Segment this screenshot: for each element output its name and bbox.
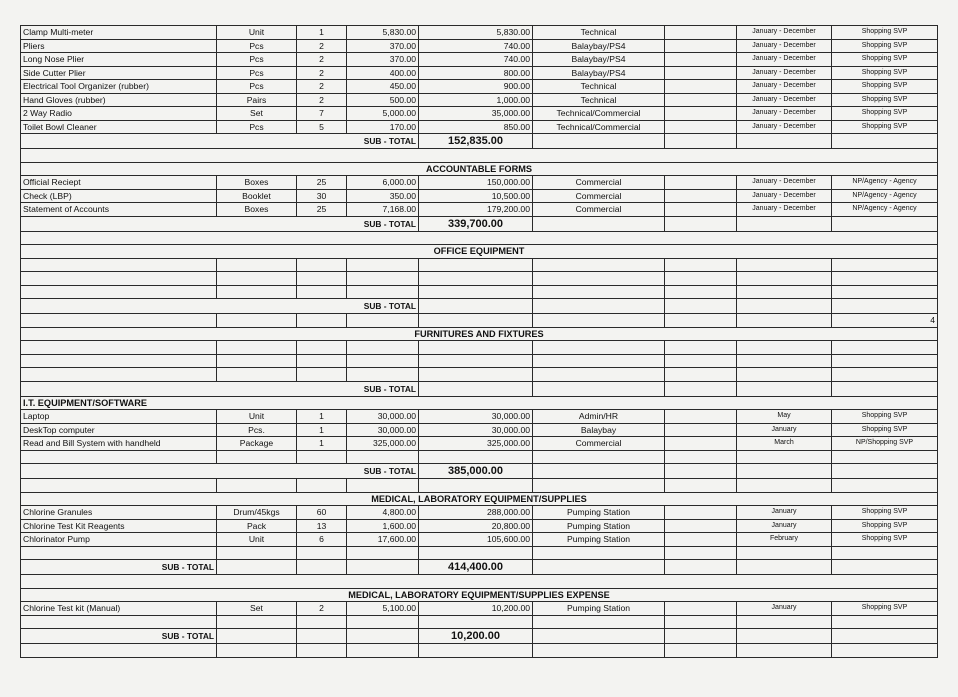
blank-cell (665, 203, 737, 217)
blank-row (21, 285, 938, 299)
blank-row (21, 368, 938, 382)
item-end-user: Technical (533, 93, 665, 107)
item-qty: 2 (297, 53, 347, 67)
item-unit: Unit (217, 410, 297, 424)
table-row (21, 506, 938, 520)
item-unit: Pcs (217, 120, 297, 134)
item-unit-cost: 5,000.00 (347, 107, 419, 121)
item-schedule: January - December (737, 80, 832, 94)
item-unit-cost: 5,100.00 (347, 602, 419, 616)
item-schedule: May (737, 410, 832, 424)
item-name: Side Cutter Plier (21, 66, 217, 80)
item-procurement-mode: NP/Agency - Agency (832, 176, 938, 190)
blank-row (21, 644, 938, 658)
section-header-row (21, 588, 938, 602)
item-total-cost: 30,000.00 (419, 410, 533, 424)
blank-cell (665, 437, 737, 451)
item-name: Toilet Bowl Cleaner (21, 120, 217, 134)
item-unit-cost: 370.00 (347, 39, 419, 53)
blank-row (21, 314, 938, 328)
item-total-cost: 5,830.00 (419, 26, 533, 40)
subtotal-row (21, 381, 938, 396)
blank-cell (665, 176, 737, 190)
item-procurement-mode: Shopping SVP (832, 533, 938, 547)
item-qty: 2 (297, 602, 347, 616)
subtotal-label: SUB - TOTAL (21, 560, 217, 575)
item-schedule: January - December (737, 26, 832, 40)
item-end-user: Technical/Commercial (533, 120, 665, 134)
item-total-cost: 850.00 (419, 120, 533, 134)
item-unit: Set (217, 107, 297, 121)
section-header-row (21, 492, 938, 506)
item-unit: Booklet (217, 189, 297, 203)
item-schedule: January - December (737, 203, 832, 217)
blank-cell (665, 602, 737, 616)
item-total-cost: 740.00 (419, 39, 533, 53)
item-total-cost: 30,000.00 (419, 423, 533, 437)
blank-cell (665, 120, 737, 134)
item-name: Hand Gloves (rubber) (21, 93, 217, 107)
item-unit: Unit (217, 533, 297, 547)
item-end-user: Balaybay/PS4 (533, 39, 665, 53)
item-procurement-mode: Shopping SVP (832, 93, 938, 107)
table-row (21, 66, 938, 80)
section-title: ACCOUNTABLE FORMS (21, 162, 938, 176)
subtotal-row (21, 560, 938, 575)
item-unit-cost: 450.00 (347, 80, 419, 94)
subtotal-label: SUB - TOTAL (21, 629, 217, 644)
item-end-user: Technical/Commercial (533, 107, 665, 121)
item-end-user: Balaybay/PS4 (533, 66, 665, 80)
table-row (21, 93, 938, 107)
blank-cell (665, 93, 737, 107)
item-end-user: Pumping Station (533, 519, 665, 533)
item-total-cost: 740.00 (419, 53, 533, 67)
item-end-user: Commercial (533, 189, 665, 203)
item-unit: Drum/45kgs (217, 506, 297, 520)
item-unit: Pcs (217, 39, 297, 53)
item-name: Read and Bill System with handheld (21, 437, 217, 451)
section-title: MEDICAL, LABORATORY EQUIPMENT/SUPPLIES (21, 492, 938, 506)
blank-cell (665, 519, 737, 533)
blank-row (21, 272, 938, 286)
item-qty: 60 (297, 506, 347, 520)
blank-cell (665, 66, 737, 80)
item-end-user: Pumping Station (533, 506, 665, 520)
stray-mark: 4 (832, 314, 938, 328)
item-name: Long Nose Plier (21, 53, 217, 67)
blank-row (21, 575, 938, 589)
item-qty: 2 (297, 93, 347, 107)
subtotal-label: SUB - TOTAL (21, 134, 419, 149)
item-end-user: Commercial (533, 203, 665, 217)
blank-row (21, 149, 938, 163)
item-procurement-mode: Shopping SVP (832, 80, 938, 94)
table-row (21, 39, 938, 53)
table-row (21, 203, 938, 217)
table-row (21, 189, 938, 203)
item-qty: 5 (297, 120, 347, 134)
item-end-user: Technical (533, 26, 665, 40)
subtotal-row (21, 216, 938, 231)
section-title: FURNITURES AND FIXTURES (21, 327, 938, 341)
item-qty: 1 (297, 437, 347, 451)
item-unit-cost: 30,000.00 (347, 423, 419, 437)
item-unit: Pcs. (217, 423, 297, 437)
table-row (21, 533, 938, 547)
item-schedule: January - December (737, 39, 832, 53)
blank-cell (665, 107, 737, 121)
item-name: Chlorine Granules (21, 506, 217, 520)
item-unit-cost: 17,600.00 (347, 533, 419, 547)
item-name: Chlorinator Pump (21, 533, 217, 547)
item-unit: Boxes (217, 203, 297, 217)
item-qty: 1 (297, 26, 347, 40)
section-header-row (21, 396, 938, 410)
blank-cell (665, 423, 737, 437)
procurement-table (20, 25, 938, 658)
item-total-cost: 288,000.00 (419, 506, 533, 520)
blank-row (21, 341, 938, 355)
table-row (21, 26, 938, 40)
item-qty: 2 (297, 80, 347, 94)
item-unit-cost: 500.00 (347, 93, 419, 107)
item-schedule: January (737, 506, 832, 520)
subtotal-value (419, 381, 533, 396)
blank-row (21, 615, 938, 629)
subtotal-value: 10,200.00 (419, 629, 533, 644)
item-end-user: Admin/HR (533, 410, 665, 424)
item-end-user: Commercial (533, 437, 665, 451)
item-name: DeskTop computer (21, 423, 217, 437)
item-unit-cost: 170.00 (347, 120, 419, 134)
item-total-cost: 20,800.00 (419, 519, 533, 533)
item-procurement-mode: Shopping SVP (832, 53, 938, 67)
item-total-cost: 150,000.00 (419, 176, 533, 190)
item-name: Chlorine Test Kit Reagents (21, 519, 217, 533)
table-row (21, 437, 938, 451)
item-schedule: January (737, 423, 832, 437)
subtotal-value: 414,400.00 (419, 560, 533, 575)
table-row (21, 53, 938, 67)
item-name: Check (LBP) (21, 189, 217, 203)
item-qty: 1 (297, 423, 347, 437)
item-unit-cost: 350.00 (347, 189, 419, 203)
subtotal-label: SUB - TOTAL (21, 464, 419, 479)
item-total-cost: 35,000.00 (419, 107, 533, 121)
item-unit-cost: 4,800.00 (347, 506, 419, 520)
subtotal-label: SUB - TOTAL (21, 299, 419, 314)
subtotal-label: SUB - TOTAL (21, 216, 419, 231)
item-schedule: January - December (737, 93, 832, 107)
table-row (21, 80, 938, 94)
blank-cell (665, 39, 737, 53)
item-qty: 25 (297, 176, 347, 190)
item-procurement-mode: Shopping SVP (832, 66, 938, 80)
item-qty: 6 (297, 533, 347, 547)
item-qty: 7 (297, 107, 347, 121)
table-row (21, 519, 938, 533)
blank-cell (665, 506, 737, 520)
item-procurement-mode: NP/Agency - Agency (832, 203, 938, 217)
section-header-row (21, 327, 938, 341)
item-unit: Set (217, 602, 297, 616)
item-procurement-mode: Shopping SVP (832, 107, 938, 121)
item-unit: Unit (217, 26, 297, 40)
item-unit-cost: 7,168.00 (347, 203, 419, 217)
section-title: I.T. EQUIPMENT/SOFTWARE (21, 396, 938, 410)
blank-row (21, 231, 938, 245)
item-total-cost: 179,200.00 (419, 203, 533, 217)
item-end-user: Pumping Station (533, 602, 665, 616)
item-qty: 30 (297, 189, 347, 203)
item-name: Laptop (21, 410, 217, 424)
item-unit: Pairs (217, 93, 297, 107)
table-row (21, 602, 938, 616)
item-name: Official Reciept (21, 176, 217, 190)
item-unit-cost: 30,000.00 (347, 410, 419, 424)
subtotal-row (21, 299, 938, 314)
table-row (21, 107, 938, 121)
item-schedule: January - December (737, 66, 832, 80)
item-unit-cost: 5,830.00 (347, 26, 419, 40)
item-qty: 25 (297, 203, 347, 217)
item-end-user: Balaybay (533, 423, 665, 437)
blank-cell (665, 26, 737, 40)
item-procurement-mode: Shopping SVP (832, 519, 938, 533)
item-unit: Pcs (217, 66, 297, 80)
item-unit-cost: 400.00 (347, 66, 419, 80)
item-end-user: Commercial (533, 176, 665, 190)
blank-cell (665, 53, 737, 67)
item-total-cost: 105,600.00 (419, 533, 533, 547)
subtotal-value: 385,000.00 (419, 464, 533, 479)
item-schedule: January - December (737, 189, 832, 203)
blank-cell (665, 410, 737, 424)
subtotal-value (419, 299, 533, 314)
table-row (21, 120, 938, 134)
item-procurement-mode: NP/Agency - Agency (832, 189, 938, 203)
subtotal-row (21, 629, 938, 644)
table-row (21, 410, 938, 424)
item-name: 2 Way Radio (21, 107, 217, 121)
item-procurement-mode: Shopping SVP (832, 410, 938, 424)
item-procurement-mode: Shopping SVP (832, 26, 938, 40)
item-total-cost: 10,200.00 (419, 602, 533, 616)
item-unit: Pcs (217, 80, 297, 94)
item-name: Clamp Multi-meter (21, 26, 217, 40)
item-qty: 2 (297, 66, 347, 80)
item-unit-cost: 1,600.00 (347, 519, 419, 533)
item-schedule: March (737, 437, 832, 451)
item-unit: Boxes (217, 176, 297, 190)
item-name: Pliers (21, 39, 217, 53)
item-schedule: January - December (737, 176, 832, 190)
subtotal-row (21, 464, 938, 479)
item-procurement-mode: Shopping SVP (832, 120, 938, 134)
item-name: Chlorine Test kit (Manual) (21, 602, 217, 616)
item-qty: 1 (297, 410, 347, 424)
item-schedule: January (737, 602, 832, 616)
item-procurement-mode: Shopping SVP (832, 423, 938, 437)
item-unit-cost: 6,000.00 (347, 176, 419, 190)
item-total-cost: 325,000.00 (419, 437, 533, 451)
item-name: Statement of Accounts (21, 203, 217, 217)
item-end-user: Pumping Station (533, 533, 665, 547)
subtotal-row (21, 134, 938, 149)
item-unit: Pcs (217, 53, 297, 67)
item-end-user: Technical (533, 80, 665, 94)
section-title: MEDICAL, LABORATORY EQUIPMENT/SUPPLIES EXPENSE (21, 588, 938, 602)
item-schedule: February (737, 533, 832, 547)
blank-row (21, 258, 938, 272)
item-total-cost: 1,000.00 (419, 93, 533, 107)
blank-cell (665, 189, 737, 203)
blank-cell (665, 80, 737, 94)
subtotal-label: SUB - TOTAL (21, 381, 419, 396)
item-total-cost: 900.00 (419, 80, 533, 94)
item-schedule: January (737, 519, 832, 533)
blank-row (21, 354, 938, 368)
item-procurement-mode: Shopping SVP (832, 506, 938, 520)
blank-row (21, 479, 938, 493)
item-procurement-mode: NP/Shopping SVP (832, 437, 938, 451)
subtotal-value: 152,835.00 (419, 134, 533, 149)
item-end-user: Balaybay/PS4 (533, 53, 665, 67)
item-total-cost: 800.00 (419, 66, 533, 80)
item-procurement-mode: Shopping SVP (832, 602, 938, 616)
item-unit: Pack (217, 519, 297, 533)
item-unit-cost: 370.00 (347, 53, 419, 67)
item-schedule: January - December (737, 120, 832, 134)
section-title: OFFICE EQUIPMENT (21, 245, 938, 259)
table-row (21, 176, 938, 190)
item-qty: 2 (297, 39, 347, 53)
blank-row (21, 546, 938, 560)
item-total-cost: 10,500.00 (419, 189, 533, 203)
blank-row (21, 450, 938, 464)
table-row (21, 423, 938, 437)
item-procurement-mode: Shopping SVP (832, 39, 938, 53)
subtotal-value: 339,700.00 (419, 216, 533, 231)
section-header-row (21, 162, 938, 176)
blank-cell (665, 533, 737, 547)
item-unit: Package (217, 437, 297, 451)
item-unit-cost: 325,000.00 (347, 437, 419, 451)
section-header-row (21, 245, 938, 259)
procurement-sheet (20, 25, 937, 658)
item-name: Electrical Tool Organizer (rubber) (21, 80, 217, 94)
item-schedule: January - December (737, 107, 832, 121)
item-schedule: January - December (737, 53, 832, 67)
item-qty: 13 (297, 519, 347, 533)
